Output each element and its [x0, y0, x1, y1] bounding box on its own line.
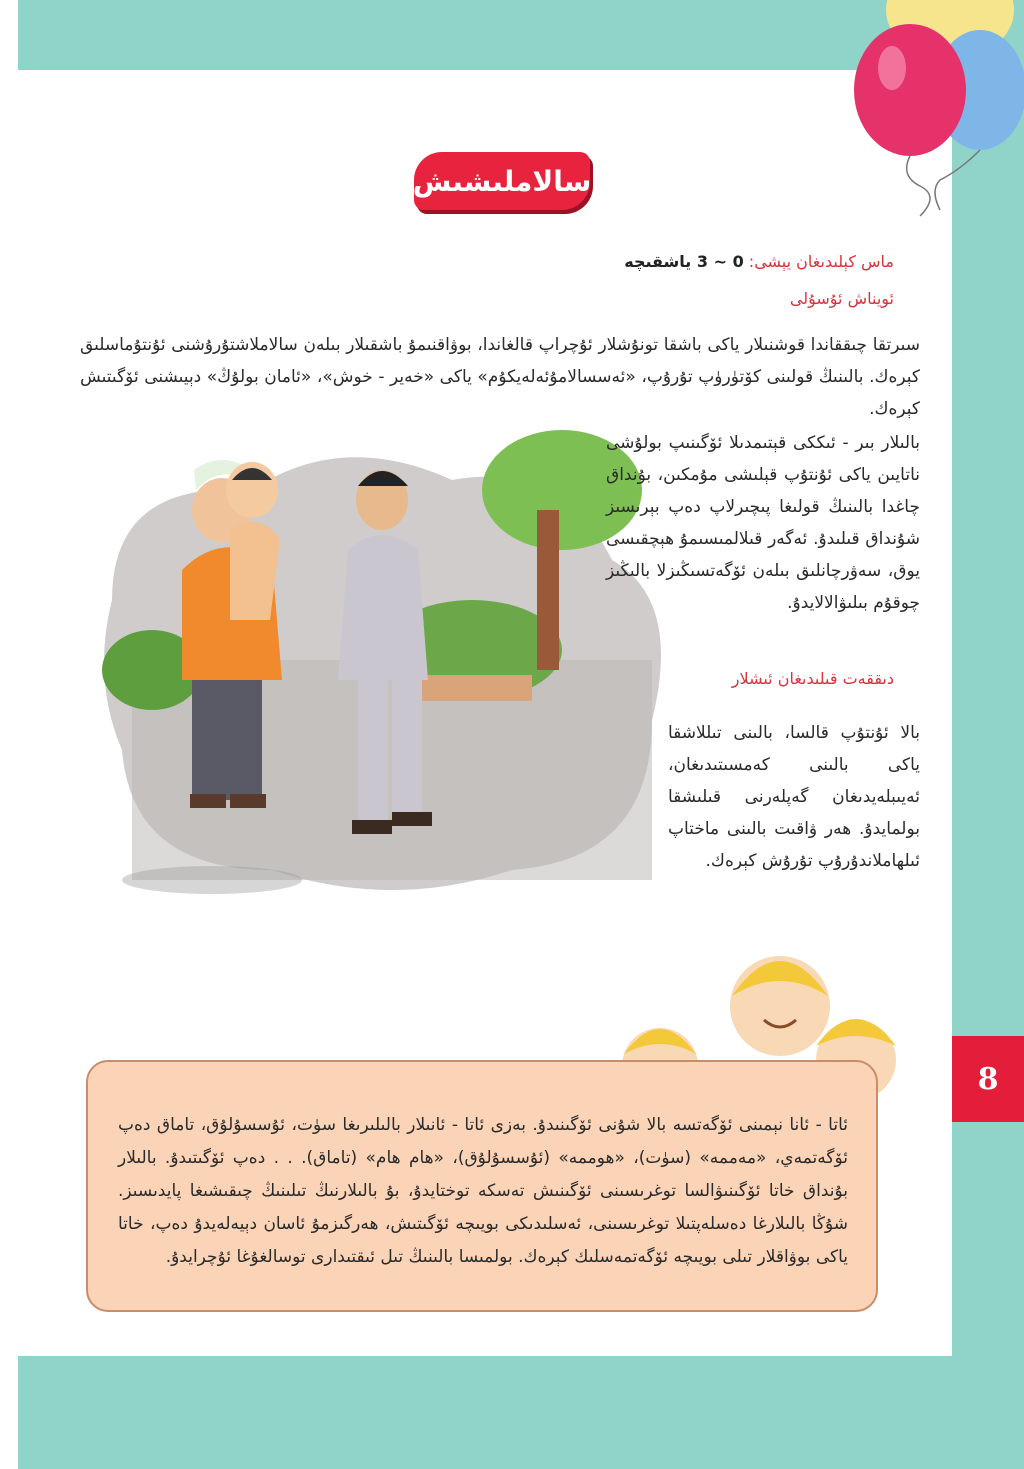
paragraph-practice: بالىلار بىر - ئىككى قېتىمدىلا ئۆگىنىپ بولۇشى ناتايىن ياكى ئۇنتۇپ قېلىشى مۇمكىن، بۇنداق چاغدا بالىنىڭ قولىغا پىچىرلاپ دەپ بېرىسىز شۇنداق قىلىدۇ. ئەگەر قىلالمىسىمۇ ھېچقىسى يوق، سەۋرچانلىق بىلەن ئۆگەتسىڭىزلا بالىڭىز چوقۇم بىلىۋالالايدۇ.	[606, 433, 920, 613]
page-title: سالاملىشىش	[414, 152, 590, 210]
balloons-illustration	[830, 0, 1024, 230]
page-number: 8	[952, 1036, 1024, 1122]
paragraph-intro: سىرتقا چىققاندا قوشنىلار ياكى باشقا تونۇشلار ئۇچراپ قالغاندا، بوۋاقنىمۇ باشقىلار بىلەن سالاملاشتۇرۇشنى ئۇنتۇماسلىق كېرەك. بالىنىڭ قولىنى كۆتۈرۈپ تۇرۇپ، «ئەسسالامۇئەلەيكۇم» ياكى «خەير - خوش»، «ئامان بولۇڭ» دېيىشنى ئۆگىتىش كېرەك.	[80, 335, 920, 419]
greeting-illustration	[92, 420, 667, 900]
parent-tip-text: ئاتا - ئانا نېمىنى ئۆگەتسە بالا شۇنى ئۆگىنىدۇ. بەزى ئاتا - ئانىلار بالىلىرىغا سۈت، ئۇسسۇلۇق، تاماق دەپ ئۆگەتمەي، «مەممە» (سۈت)، «ھوممە» (ئۇسسۇلۇق)، «ھام ھام» (تاماق). . . دەپ ئۆگىتىدۇ. بالىلار بۇنداق خاتا ئۆگىنىۋالسا توغرىسىنى ئۆگىنىش تەسكە توختايدۇ، بۇ بالىلارنىڭ تىلىنىڭ چىقىشىغا پايدىسىز. شۇڭا بالىلارغا دەسلەپتىلا توغرىسىنى، ئەسلىدىكى بويىچە ئۆگىتىش، ھەرگىزمۇ ئاسان دېيەلەيدۇ دەپ، خاتا ياكى بوۋاقلار تىلى بويىچە ئۆگەتمەسلىك كېرەك. بولمىسا بالىنىڭ تىل ئىقتىدارى توسالغۇغا ئۇچرايدۇ.	[118, 1115, 848, 1267]
age-label: ماس كېلىدىغان يېشى:	[748, 252, 894, 271]
age-range	[434, 248, 894, 276]
section-heading-attention: دىققەت قىلىدىغان ئىشلار	[731, 669, 894, 688]
page-frame-bottom	[18, 1356, 1024, 1469]
section-heading-method: ئويناش ئۇسۇلى	[789, 289, 894, 308]
age-value: 0 ~ 3 ياشقىچە	[624, 252, 744, 271]
paragraph-attention: بالا ئۇنتۇپ قالسا، بالىنى تىللاشقا ياكى بالىنى كەمسىتىدىغان، ئەيىبلەيدىغان گەپلەرنى قىلىشقا بولمايدۇ. ھەر ۋاقىت بالىنى ماختاپ ئىلھاملاندۇرۇپ تۇرۇش كېرەك.	[668, 723, 920, 871]
